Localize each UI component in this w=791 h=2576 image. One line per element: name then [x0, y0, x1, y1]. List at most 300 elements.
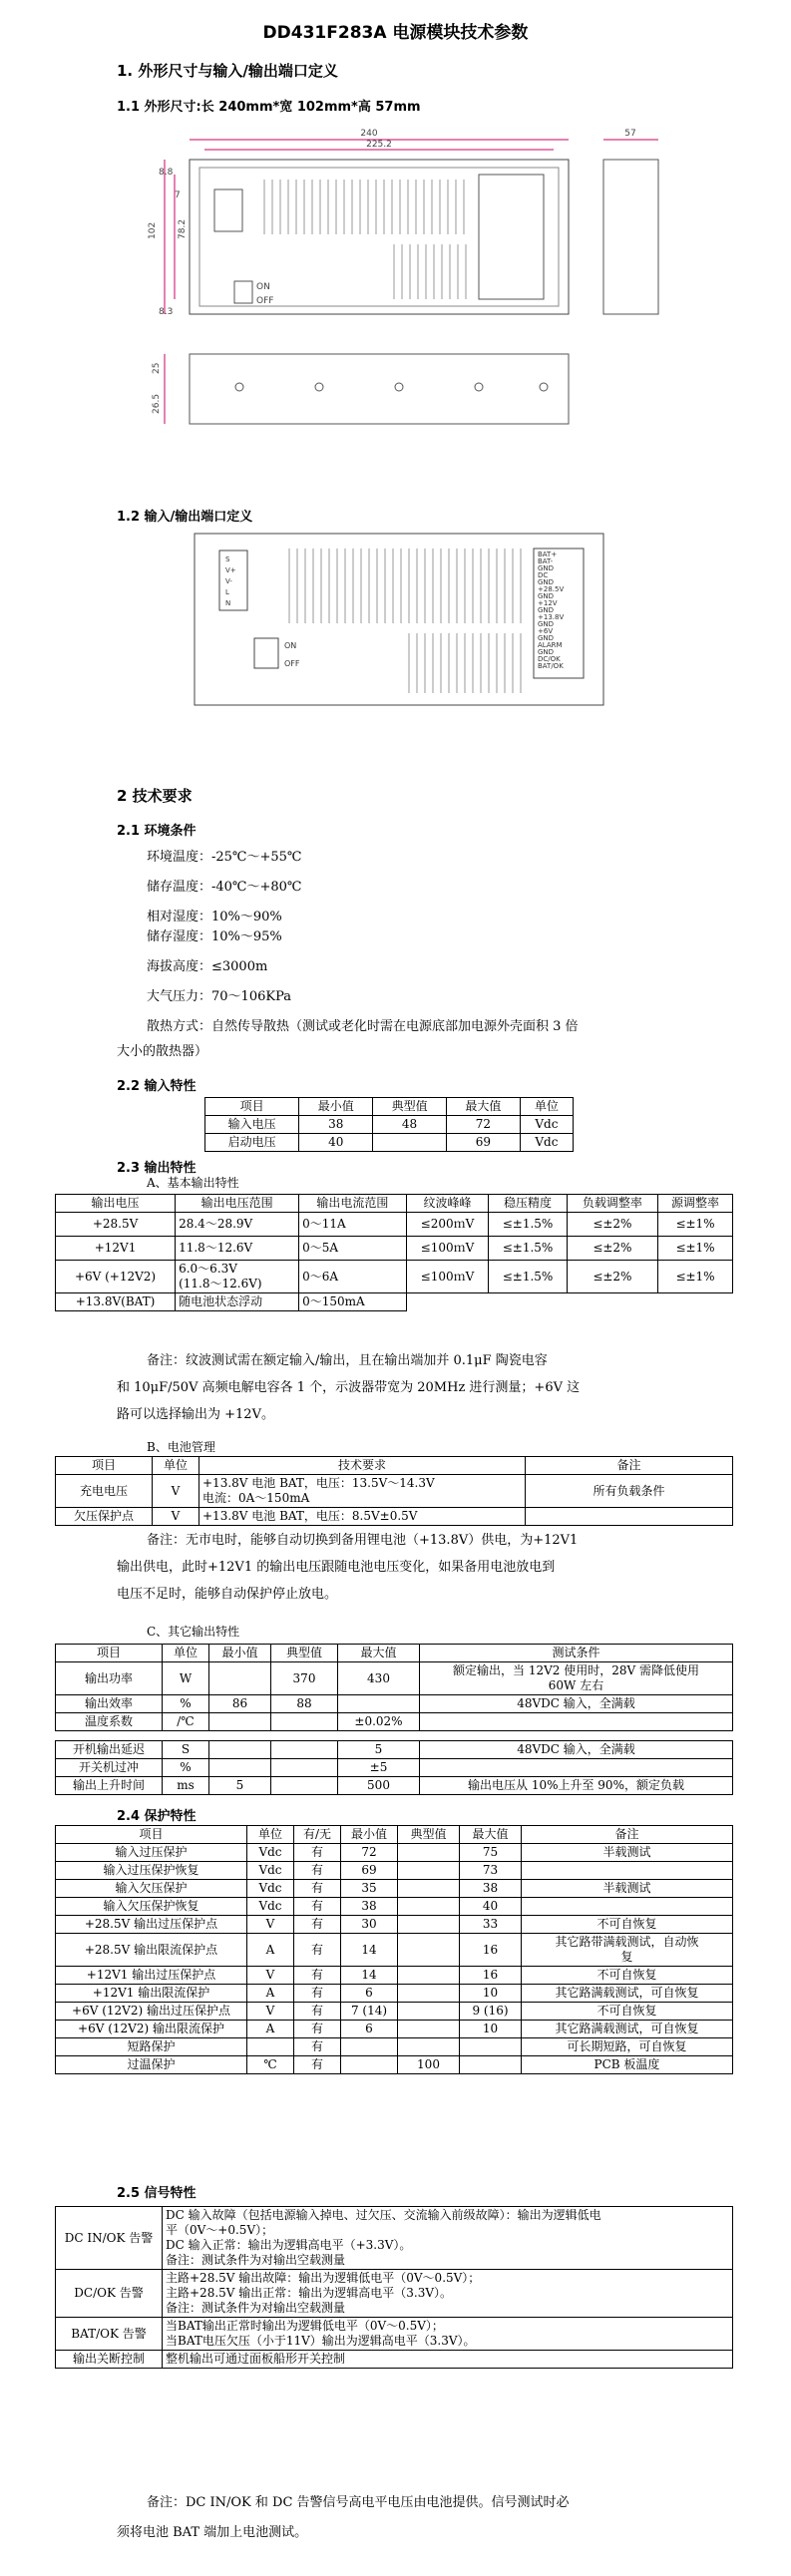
- table-row: [56, 2318, 733, 2351]
- env-pressure: 大气压力：70～106KPa: [147, 989, 291, 1004]
- cell: 6: [341, 2021, 398, 2038]
- cell: +12V1 输出过压保护点: [56, 1967, 247, 1985]
- cell: 其它路满载测试，可自恢复: [522, 2021, 733, 2038]
- cell: W: [163, 1662, 209, 1695]
- cell: [420, 1713, 733, 1731]
- env-cooling-line1: 散热方式：自然传导散热（测试或老化时需在电源底部加电源外壳面积 3 倍: [147, 1019, 579, 1034]
- cell: [398, 1862, 460, 1880]
- cell: 输入欠压保护: [56, 1880, 247, 1898]
- table-row: [56, 2207, 733, 2270]
- cell: ≤±2%: [567, 1261, 657, 1293]
- cell: 6.0～6.3V (11.8～12.6V): [176, 1261, 299, 1293]
- port-right-8: GND: [538, 606, 555, 614]
- note-b-line2: 输出供电，此时+12V1 的输出电压跟随电池电压变化，如果备用电池放电到: [117, 1560, 556, 1575]
- cell: 有: [294, 1880, 341, 1898]
- port-right-16: BAT/OK: [538, 662, 564, 670]
- port-right-6: GND: [538, 592, 555, 600]
- other-output-table: [55, 1644, 733, 1731]
- th: 单位: [153, 1457, 199, 1475]
- dim-240-label: 240: [360, 129, 378, 139]
- cell: DC 输入故障（包括电源输入掉电、过欠压、交流输入前级故障）：输出为逻辑低电 平（0V～+0.5V）； DC 输入正常：输出为逻辑高电平（+3.3V）。 备注：测试条件为对输出空载测量: [163, 2207, 733, 2270]
- th-max: 最大值: [446, 1098, 520, 1116]
- cell: 0～150mA: [299, 1293, 407, 1311]
- cell: 69: [446, 1134, 520, 1152]
- cell: A: [247, 2021, 294, 2038]
- cell: S: [163, 1741, 209, 1759]
- th: 负载调整率: [567, 1195, 657, 1213]
- note-a-line3: 路可以选择输出为 +12V。: [117, 1407, 274, 1422]
- note-a-line1: 备注：纹波测试需在额定输入/输出，且在输出端加并 0.1μF 陶瓷电容: [147, 1353, 548, 1368]
- switch-off-label: OFF: [256, 296, 274, 306]
- cell: 开机输出延迟: [56, 1741, 163, 1759]
- cell: [398, 2003, 460, 2021]
- dim-78-label: 78.2: [178, 218, 188, 239]
- table-row: [205, 1116, 574, 1134]
- th: 技术要求: [199, 1457, 526, 1475]
- cell: 7 (14): [341, 2003, 398, 2021]
- cell: 0～11A: [299, 1213, 407, 1237]
- cell: 40: [299, 1134, 373, 1152]
- dim-7-label: 7: [175, 190, 181, 200]
- subsection-c: C、其它输出特性: [147, 1625, 240, 1639]
- cell: [406, 1293, 489, 1311]
- table-row: [56, 1662, 733, 1695]
- env-temp: 环境温度：-25℃～+55℃: [147, 850, 302, 865]
- cell: 30: [341, 1916, 398, 1934]
- cell: 10: [460, 1985, 522, 2003]
- cell: [271, 1777, 338, 1795]
- cell: 11.8～12.6V: [176, 1237, 299, 1261]
- cell: Vdc: [247, 1844, 294, 1862]
- cell: 0～5A: [299, 1237, 407, 1261]
- cell: BAT/OK 告警: [56, 2318, 163, 2351]
- cell: Vdc: [247, 1880, 294, 1898]
- cell: %: [163, 1759, 209, 1777]
- cell: V: [247, 2003, 294, 2021]
- cell: 半载测试: [522, 1880, 733, 1898]
- th: 最大值: [338, 1645, 420, 1662]
- cell: 0～6A: [299, 1261, 407, 1293]
- cell: ≤±2%: [567, 1237, 657, 1261]
- note-b-line3: 电压不足时，能够自动保护停止放电。: [117, 1587, 338, 1602]
- th: 最小值: [209, 1645, 271, 1662]
- cell: [658, 1293, 733, 1311]
- cell: /℃: [163, 1713, 209, 1731]
- battery-table: [55, 1456, 733, 1526]
- note-signal-line2: 须将电池 BAT 端加上电池测试。: [117, 2525, 308, 2540]
- th-min: 最小值: [299, 1098, 373, 1116]
- table-row: [56, 1916, 733, 1934]
- env-storage-temp: 储存温度：-40℃～+80℃: [147, 880, 302, 895]
- table-row: [56, 2021, 733, 2038]
- cell: 有: [294, 2003, 341, 2021]
- cell: 38: [341, 1898, 398, 1916]
- th-item: 项目: [205, 1098, 299, 1116]
- cell: 输出上升时间: [56, 1777, 163, 1795]
- cell: ≤±2%: [567, 1213, 657, 1237]
- port-right-13: ALARM: [538, 641, 563, 649]
- th: 输出电压范围: [176, 1195, 299, 1213]
- cell: 75: [460, 1844, 522, 1862]
- th: 单位: [163, 1645, 209, 1662]
- port-left-4: N: [225, 599, 231, 607]
- cell: [460, 2038, 522, 2056]
- port-right-3: DC: [538, 571, 549, 579]
- cell: +13.8V 电池 BAT，电压：13.5V～14.3V 电流：0A～150mA: [199, 1475, 526, 1508]
- cell: [341, 2056, 398, 2074]
- cell: 不可自恢复: [522, 1967, 733, 1985]
- cell: 输入欠压保护恢复: [56, 1898, 247, 1916]
- cell: [526, 1508, 733, 1526]
- table-row: [56, 1967, 733, 1985]
- table-row: [56, 1741, 733, 1759]
- cell: +13.8V 电池 BAT，电压：8.5V±0.5V: [199, 1508, 526, 1526]
- cell: +6V (12V2) 输出限流保护: [56, 2021, 247, 2038]
- port-left-3: L: [225, 588, 229, 596]
- cell: DC IN/OK 告警: [56, 2207, 163, 2270]
- table-row: [56, 1261, 733, 1293]
- port-right-9: +13.8V: [538, 613, 565, 621]
- cell: ≤±1.5%: [489, 1261, 567, 1293]
- env-cooling-line2: 大小的散热器）: [117, 1044, 208, 1059]
- th: 最小值: [341, 1826, 398, 1844]
- table-row: [56, 1695, 733, 1713]
- th: 纹波峰峰: [406, 1195, 489, 1213]
- cell: 40: [460, 1898, 522, 1916]
- cell: 48VDC 输入，全满载: [420, 1741, 733, 1759]
- cell: 半载测试: [522, 1844, 733, 1862]
- cell: 33: [460, 1916, 522, 1934]
- table-row: [56, 1475, 733, 1508]
- section-1-heading: 1. 外形尺寸与输入/输出端口定义: [117, 62, 338, 80]
- cell: 73: [460, 1862, 522, 1880]
- cell: 9 (16): [460, 2003, 522, 2021]
- cell: 35: [341, 1880, 398, 1898]
- table-row: [56, 1213, 733, 1237]
- cell: 有: [294, 2021, 341, 2038]
- env-storage-humidity: 储存湿度：10%～95%: [147, 929, 282, 944]
- note-a-line2: 和 10μF/50V 高频电解电容各 1 个，示波器带宽为 20MHz 进行测量；+6V 这: [117, 1380, 581, 1395]
- env-humidity: 相对湿度：10%～90%: [147, 910, 282, 924]
- dim-25-label: 25: [152, 362, 162, 374]
- table-row: [56, 1934, 733, 1967]
- cell: 输出功率: [56, 1662, 163, 1695]
- cell: ≤±1%: [658, 1261, 733, 1293]
- cell: ms: [163, 1777, 209, 1795]
- cell: 48VDC 输入，全满载: [420, 1695, 733, 1713]
- cell: V: [247, 1916, 294, 1934]
- cell: 随电池状态浮动: [176, 1293, 299, 1311]
- dim-8b-label: 8.3: [159, 307, 174, 317]
- cell: 10: [460, 2021, 522, 2038]
- cell: Vdc: [520, 1134, 573, 1152]
- cell: 其它路带满载测试，自动恢 复: [522, 1934, 733, 1967]
- section-2-4-heading: 2.4 保护特性: [117, 1809, 197, 1824]
- cell: [247, 2038, 294, 2056]
- cell: %: [163, 1695, 209, 1713]
- cell: 38: [460, 1880, 522, 1898]
- cell: 100: [398, 2056, 460, 2074]
- cell: 28.4～28.9V: [176, 1213, 299, 1237]
- cell: 14: [341, 1934, 398, 1967]
- output-table: [55, 1194, 733, 1311]
- cell: [398, 1934, 460, 1967]
- port-right-15: DC/OK: [538, 655, 561, 663]
- cell: [522, 1862, 733, 1880]
- port-right-7: +12V: [538, 599, 558, 607]
- cell: +12V1: [56, 1237, 176, 1261]
- cell: V: [247, 1967, 294, 1985]
- cell: ≤100ｍV: [406, 1261, 489, 1293]
- section-2-5-heading: 2.5 信号特性: [117, 2186, 197, 2201]
- cell: 欠压保护点: [56, 1508, 153, 1526]
- switch-on-label-2: ON: [284, 641, 297, 650]
- dim-26-label: 26.5: [152, 393, 162, 414]
- cell: 不可自恢复: [522, 2003, 733, 2021]
- cell: ≤±1.5%: [489, 1213, 567, 1237]
- cell: +12V1 输出限流保护: [56, 1985, 247, 2003]
- cell: [398, 1916, 460, 1934]
- cell: 有: [294, 2056, 341, 2074]
- th: 备注: [526, 1457, 733, 1475]
- cell: Vdc: [247, 1898, 294, 1916]
- cell: 72: [446, 1116, 520, 1134]
- cell: 有: [294, 1898, 341, 1916]
- section-1-2-heading: 1.2 输入/输出端口定义: [117, 510, 253, 525]
- cell: +13.8V(BAT): [56, 1293, 176, 1311]
- cell: [489, 1293, 567, 1311]
- table-row: [56, 2003, 733, 2021]
- cell: 5: [209, 1777, 271, 1795]
- cell: 14: [341, 1967, 398, 1985]
- port-right-1: BAT-: [538, 557, 554, 565]
- cell: 输出电压从 10%上升至 90%，额定负载: [420, 1777, 733, 1795]
- th-typ: 典型值: [373, 1098, 447, 1116]
- table-row: [56, 1508, 733, 1526]
- th: 单位: [247, 1826, 294, 1844]
- doc-title: DD431F283A 电源模块技术参数: [262, 23, 529, 43]
- dimension-drawing: [145, 120, 663, 499]
- cell: A: [247, 1985, 294, 2003]
- cell: 16: [460, 1934, 522, 1967]
- port-right-2: GND: [538, 564, 555, 572]
- cell: [271, 1759, 338, 1777]
- cell: [522, 1898, 733, 1916]
- cell: ≤100ｍV: [406, 1237, 489, 1261]
- th: 备注: [522, 1826, 733, 1844]
- cell: +6V (+12V2): [56, 1261, 176, 1293]
- cell: ≤200ｍV: [406, 1213, 489, 1237]
- cell: DC/OK 告警: [56, 2270, 163, 2318]
- cell: A: [247, 1934, 294, 1967]
- th: 源调整率: [658, 1195, 733, 1213]
- cell: Vdc: [520, 1116, 573, 1134]
- input-table: [204, 1097, 574, 1152]
- subsection-b: B、电池管理: [147, 1440, 215, 1454]
- cell: ±5: [338, 1759, 420, 1777]
- cell: 430: [338, 1662, 420, 1695]
- cell: [398, 1985, 460, 2003]
- cell: [420, 1759, 733, 1777]
- port-right-14: GND: [538, 648, 555, 656]
- section-2-2-heading: 2.2 输入特性: [117, 1079, 197, 1094]
- cell: 6: [341, 1985, 398, 2003]
- cell: ≤±1%: [658, 1213, 733, 1237]
- table-row: [56, 1985, 733, 2003]
- cell: 所有负载条件: [526, 1475, 733, 1508]
- signal-table: [55, 2206, 733, 2369]
- cell: 有: [294, 1934, 341, 1967]
- cell: 72: [341, 1844, 398, 1862]
- cell: V: [153, 1508, 199, 1526]
- cell: 有: [294, 1862, 341, 1880]
- cell: 可长期短路，可自恢复: [522, 2038, 733, 2056]
- cell: [271, 1741, 338, 1759]
- cell: 温度系数: [56, 1713, 163, 1731]
- cell: [209, 1713, 271, 1731]
- table-row: [56, 1237, 733, 1261]
- cell: 当BAT输出正常时输出为逻辑低电平（0V～0.5V）； 当BAT电压欠压（小于11V）输出为逻辑高电平（3.3V）。: [163, 2318, 733, 2351]
- cell: [460, 2056, 522, 2074]
- cell: [209, 1741, 271, 1759]
- cell: 有: [294, 2038, 341, 2056]
- th: 测试条件: [420, 1645, 733, 1662]
- th-unit: 单位: [520, 1098, 573, 1116]
- env-altitude: 海拔高度：≤3000m: [147, 959, 268, 974]
- table-row: [56, 1759, 733, 1777]
- th: 典型值: [398, 1826, 460, 1844]
- table-row: [56, 2270, 733, 2318]
- table-row: [56, 2038, 733, 2056]
- dim-225-label: 225.2: [366, 140, 392, 150]
- th: 输出电压: [56, 1195, 176, 1213]
- th: 项目: [56, 1826, 247, 1844]
- table-row: [56, 1844, 733, 1862]
- th: 输出电流范围: [299, 1195, 407, 1213]
- cell: [271, 1713, 338, 1731]
- cell: PCB 板温度: [522, 2056, 733, 2074]
- section-1-1-heading: 1.1 外形尺寸:长 240mm*宽 102mm*高 57mm: [117, 100, 421, 115]
- cell: 其它路满载测试，可自恢复: [522, 1985, 733, 2003]
- table-row: [56, 2351, 733, 2369]
- port-right-12: GND: [538, 634, 555, 642]
- dim-8a-label: 8.8: [159, 168, 174, 178]
- port-left-0: S: [225, 555, 230, 563]
- other-output-table-2: [55, 1740, 733, 1795]
- cell: 不可自恢复: [522, 1916, 733, 1934]
- cell: 有: [294, 1844, 341, 1862]
- cell: ≤±1%: [658, 1237, 733, 1261]
- cell: 16: [460, 1967, 522, 1985]
- cell: 主路+28.5V 输出故障：输出为逻辑低电平（0V～0.5V）； 主路+28.5V 输出正常：输出为逻辑高电平（3.3V）。 备注：测试条件为对输出空载测量: [163, 2270, 733, 2318]
- section-2-1-heading: 2.1 环境条件: [117, 824, 197, 839]
- th: 典型值: [271, 1645, 338, 1662]
- cell: 整机输出可通过面板船形开关控制: [163, 2351, 733, 2369]
- cell: [398, 1898, 460, 1916]
- cell: 充电电压: [56, 1475, 153, 1508]
- th: 最大值: [460, 1826, 522, 1844]
- table-row: [56, 1713, 733, 1731]
- port-left-1: V+: [225, 566, 236, 574]
- th: 项目: [56, 1645, 163, 1662]
- table-row: [56, 1898, 733, 1916]
- cell: ±0.02%: [338, 1713, 420, 1731]
- table-row: [56, 2056, 733, 2074]
- cell: 输出关断控制: [56, 2351, 163, 2369]
- section-2-heading: 2 技术要求: [117, 787, 193, 805]
- cell: ℃: [247, 2056, 294, 2074]
- cell: 输入过压保护恢复: [56, 1862, 247, 1880]
- table-row: [56, 1293, 733, 1311]
- note-b-line1: 备注：无市电时，能够自动切换到备用锂电池（+13.8V）供电，为+12V1: [147, 1533, 579, 1548]
- th: 项目: [56, 1457, 153, 1475]
- cell: [398, 1880, 460, 1898]
- table-row: [205, 1134, 574, 1152]
- port-left-2: V-: [225, 577, 232, 585]
- port-right-10: GND: [538, 620, 555, 628]
- dim-102-label: 102: [148, 221, 158, 239]
- port-definition-drawing: [190, 529, 608, 713]
- cell: 48: [373, 1116, 447, 1134]
- port-right-5: +28.5V: [538, 585, 565, 593]
- cell: 过温保护: [56, 2056, 247, 2074]
- cell: 有: [294, 1967, 341, 1985]
- cell: 86: [209, 1695, 271, 1713]
- port-right-0: BAT+: [538, 551, 558, 558]
- cell: 69: [341, 1862, 398, 1880]
- section-2-3-heading: 2.3 输出特性: [117, 1161, 197, 1176]
- cell: [567, 1293, 657, 1311]
- cell: [398, 2038, 460, 2056]
- protection-table: [55, 1825, 733, 2074]
- cell: [398, 1844, 460, 1862]
- note-signal-line1: 备注：DC IN/OK 和 DC 告警信号高电平电压由电池提供。信号测试时必: [147, 2495, 570, 2510]
- dim-57-label: 57: [624, 129, 636, 139]
- cell: 输入电压: [205, 1116, 299, 1134]
- cell: 短路保护: [56, 2038, 247, 2056]
- table-row: [56, 1880, 733, 1898]
- cell: +28.5V 输出过压保护点: [56, 1916, 247, 1934]
- cell: Vdc: [247, 1862, 294, 1880]
- cell: 有: [294, 1916, 341, 1934]
- cell: [338, 1695, 420, 1713]
- cell: 启动电压: [205, 1134, 299, 1152]
- cell: V: [153, 1475, 199, 1508]
- cell: 额定输出，当 12V2 使用时，28V 需降低使用 60W 左右: [420, 1662, 733, 1695]
- switch-off-label-2: OFF: [284, 659, 300, 668]
- cell: [209, 1759, 271, 1777]
- cell: 88: [271, 1695, 338, 1713]
- port-right-4: GND: [538, 578, 555, 586]
- cell: 370: [271, 1662, 338, 1695]
- cell: ≤±1.5%: [489, 1237, 567, 1261]
- cell: [373, 1134, 447, 1152]
- cell: [398, 1967, 460, 1985]
- cell: +28.5V 输出限流保护点: [56, 1934, 247, 1967]
- table-row: [56, 1777, 733, 1795]
- cell: 有: [294, 1985, 341, 2003]
- th: 有/无: [294, 1826, 341, 1844]
- port-right-11: +6V: [538, 627, 554, 635]
- switch-on-label: ON: [256, 282, 270, 292]
- subsection-a: A、基本输出特性: [147, 1176, 239, 1190]
- cell: 5: [338, 1741, 420, 1759]
- cell: 500: [338, 1777, 420, 1795]
- cell: 输入过压保护: [56, 1844, 247, 1862]
- cell: [209, 1662, 271, 1695]
- cell: 输出效率: [56, 1695, 163, 1713]
- cell: +28.5V: [56, 1213, 176, 1237]
